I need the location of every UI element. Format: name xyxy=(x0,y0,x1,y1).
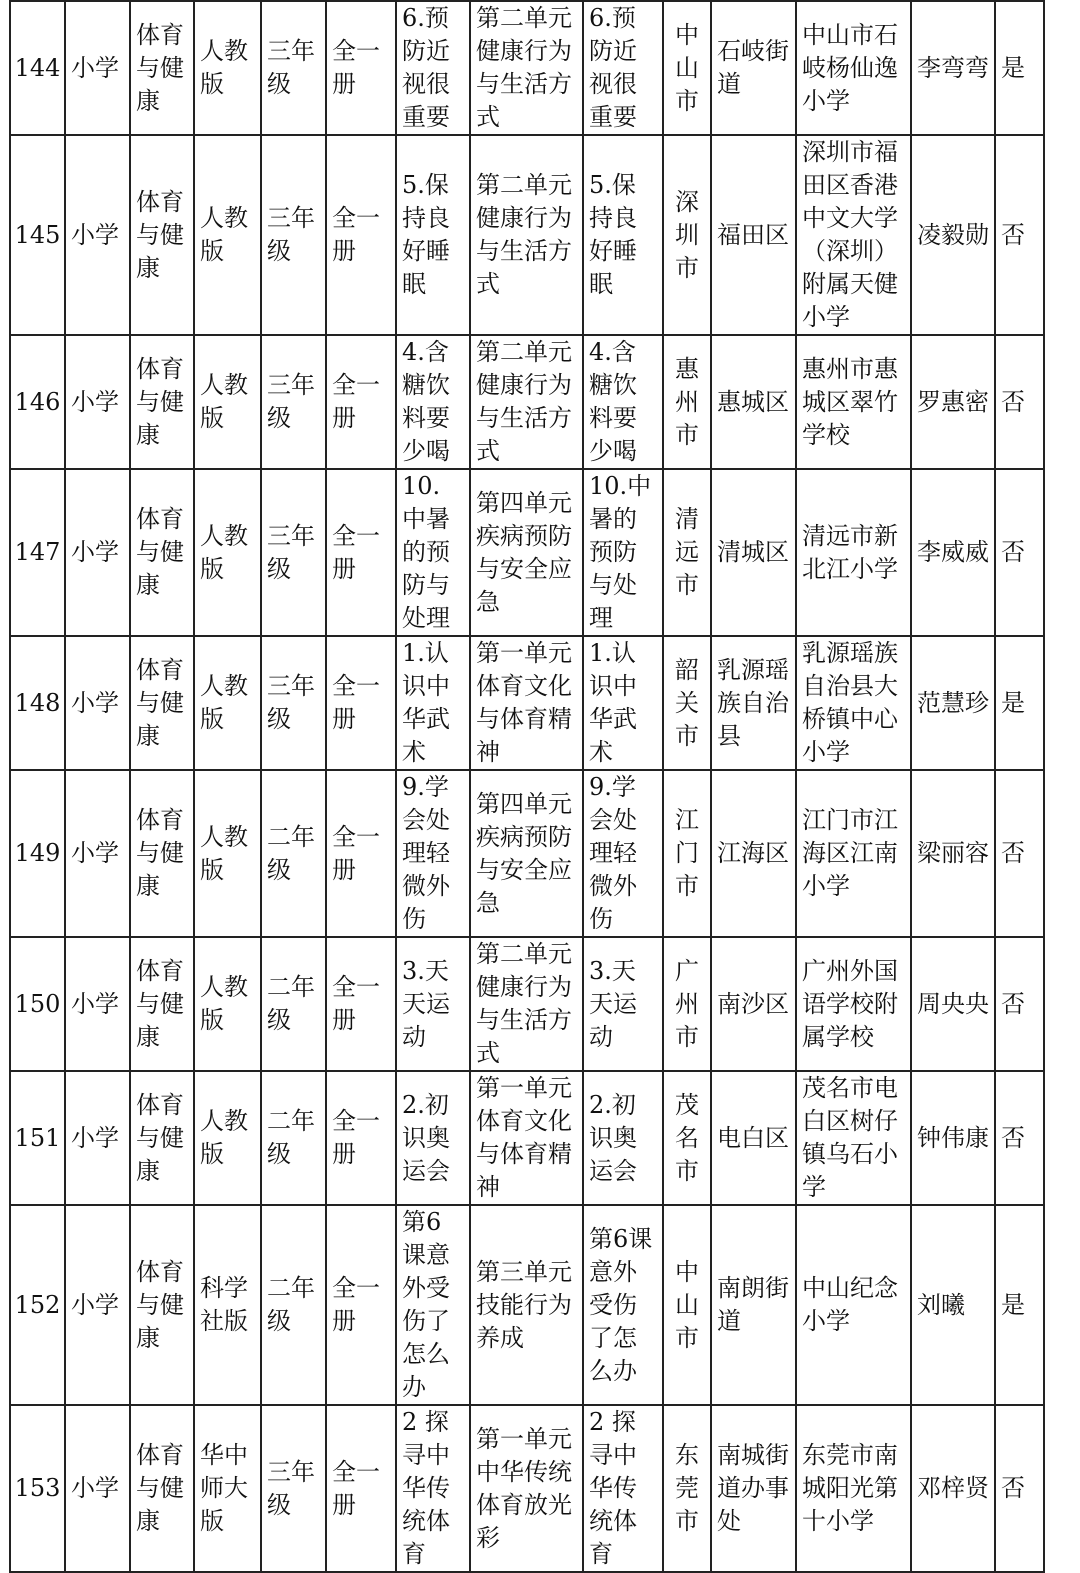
cell-school: 乳源瑶族自治县大桥镇中心小学 xyxy=(796,636,911,770)
cell-district: 乳源瑶族自治县 xyxy=(711,636,796,770)
cell-edition: 人教版 xyxy=(194,135,261,335)
cell-lesson: 2 探寻中华传统体育 xyxy=(396,1405,470,1572)
cell-city: 清远市 xyxy=(663,469,711,636)
cell-flag: 否 xyxy=(995,937,1044,1071)
cell-volume: 全一册 xyxy=(326,135,396,335)
cell-subject: 体育与健康 xyxy=(130,937,194,1071)
cell-topic: 6.预防近视很重要 xyxy=(583,1,663,135)
table-row xyxy=(10,1205,1044,1405)
cell-lesson: 第6课意外受伤了怎么办 xyxy=(396,1205,470,1405)
cell-flag: 否 xyxy=(995,335,1044,469)
cell-teacher: 周央央 xyxy=(911,937,995,1071)
cell-grade: 二年级 xyxy=(261,770,326,937)
cell-stage: 小学 xyxy=(65,1071,130,1205)
cell-subject: 体育与健康 xyxy=(130,335,194,469)
table-row xyxy=(10,469,1044,636)
cell-lesson: 10.中暑的预防与处理 xyxy=(396,469,470,636)
cell-teacher: 范慧珍 xyxy=(911,636,995,770)
cell-unit: 第二单元健康行为与生活方式 xyxy=(470,937,583,1071)
cell-unit: 第二单元健康行为与生活方式 xyxy=(470,135,583,335)
cell-no: 144 xyxy=(10,1,65,135)
cell-stage: 小学 xyxy=(65,636,130,770)
cell-teacher: 李弯弯 xyxy=(911,1,995,135)
cell-district: 南朗街道 xyxy=(711,1205,796,1405)
cell-grade: 二年级 xyxy=(261,1205,326,1405)
cell-topic: 2 探寻中华传统体育 xyxy=(583,1405,663,1572)
cell-district: 南城街道办事处 xyxy=(711,1405,796,1572)
cell-teacher: 李威威 xyxy=(911,469,995,636)
cell-district: 电白区 xyxy=(711,1071,796,1205)
cell-edition: 人教版 xyxy=(194,770,261,937)
cell-school: 惠州市惠城区翠竹学校 xyxy=(796,335,911,469)
cell-no: 149 xyxy=(10,770,65,937)
cell-no: 153 xyxy=(10,1405,65,1572)
cell-grade: 三年级 xyxy=(261,636,326,770)
cell-city: 广州市 xyxy=(663,937,711,1071)
cell-district: 福田区 xyxy=(711,135,796,335)
cell-stage: 小学 xyxy=(65,1,130,135)
cell-topic: 第6课意外受伤了怎么办 xyxy=(583,1205,663,1405)
cell-edition: 人教版 xyxy=(194,1,261,135)
cell-volume: 全一册 xyxy=(326,469,396,636)
cell-district: 惠城区 xyxy=(711,335,796,469)
cell-stage: 小学 xyxy=(65,770,130,937)
cell-subject: 体育与健康 xyxy=(130,1205,194,1405)
cell-lesson: 1.认识中华武术 xyxy=(396,636,470,770)
cell-volume: 全一册 xyxy=(326,1205,396,1405)
cell-volume: 全一册 xyxy=(326,937,396,1071)
cell-school: 清远市新北江小学 xyxy=(796,469,911,636)
table-row xyxy=(10,135,1044,335)
cell-unit: 第一单元体育文化与体育精神 xyxy=(470,1071,583,1205)
cell-teacher: 梁丽容 xyxy=(911,770,995,937)
cell-school: 深圳市福田区香港中文大学（深圳）附属天健小学 xyxy=(796,135,911,335)
cell-city: 韶关市 xyxy=(663,636,711,770)
cell-edition: 人教版 xyxy=(194,335,261,469)
cell-edition: 华中师大版 xyxy=(194,1405,261,1572)
cell-unit: 第二单元健康行为与生活方式 xyxy=(470,1,583,135)
cell-subject: 体育与健康 xyxy=(130,469,194,636)
cell-flag: 否 xyxy=(995,469,1044,636)
cell-topic: 4.含糖饮料要少喝 xyxy=(583,335,663,469)
cell-topic: 1.认识中华武术 xyxy=(583,636,663,770)
cell-teacher: 罗惠密 xyxy=(911,335,995,469)
cell-unit: 第三单元技能行为养成 xyxy=(470,1205,583,1405)
cell-topic: 5.保持良好睡眠 xyxy=(583,135,663,335)
cell-unit: 第二单元健康行为与生活方式 xyxy=(470,335,583,469)
cell-subject: 体育与健康 xyxy=(130,1071,194,1205)
cell-district: 石岐街道 xyxy=(711,1,796,135)
cell-flag: 是 xyxy=(995,1205,1044,1405)
table-row xyxy=(10,1071,1044,1205)
cell-stage: 小学 xyxy=(65,135,130,335)
cell-school: 东莞市南城阳光第十小学 xyxy=(796,1405,911,1572)
cell-subject: 体育与健康 xyxy=(130,770,194,937)
cell-district: 江海区 xyxy=(711,770,796,937)
cell-lesson: 3.天天运动 xyxy=(396,937,470,1071)
cell-edition: 科学社版 xyxy=(194,1205,261,1405)
cell-grade: 二年级 xyxy=(261,937,326,1071)
cell-district: 南沙区 xyxy=(711,937,796,1071)
cell-teacher: 凌毅勋 xyxy=(911,135,995,335)
cell-volume: 全一册 xyxy=(326,1405,396,1572)
cell-teacher: 刘曦 xyxy=(911,1205,995,1405)
cell-no: 148 xyxy=(10,636,65,770)
cell-teacher: 邓梓贤 xyxy=(911,1405,995,1572)
cell-subject: 体育与健康 xyxy=(130,135,194,335)
cell-stage: 小学 xyxy=(65,469,130,636)
cell-district: 清城区 xyxy=(711,469,796,636)
cell-city: 中山市 xyxy=(663,1,711,135)
cell-lesson: 5.保持良好睡眠 xyxy=(396,135,470,335)
cell-grade: 二年级 xyxy=(261,1071,326,1205)
cell-flag: 否 xyxy=(995,1071,1044,1205)
table-row xyxy=(10,937,1044,1071)
cell-volume: 全一册 xyxy=(326,1071,396,1205)
cell-subject: 体育与健康 xyxy=(130,1,194,135)
cell-no: 150 xyxy=(10,937,65,1071)
cell-topic: 3.天天运动 xyxy=(583,937,663,1071)
cell-grade: 三年级 xyxy=(261,1,326,135)
cell-grade: 三年级 xyxy=(261,335,326,469)
table-row xyxy=(10,1,1044,135)
cell-subject: 体育与健康 xyxy=(130,636,194,770)
cell-flag: 是 xyxy=(995,636,1044,770)
cell-flag: 否 xyxy=(995,135,1044,335)
cell-lesson: 2.初识奥运会 xyxy=(396,1071,470,1205)
cell-edition: 人教版 xyxy=(194,937,261,1071)
cell-city: 茂名市 xyxy=(663,1071,711,1205)
cell-topic: 10.中暑的预防与处理 xyxy=(583,469,663,636)
cell-no: 147 xyxy=(10,469,65,636)
cell-school: 茂名市电白区树仔镇乌石小学 xyxy=(796,1071,911,1205)
cell-grade: 三年级 xyxy=(261,469,326,636)
cell-volume: 全一册 xyxy=(326,1,396,135)
cell-city: 江门市 xyxy=(663,770,711,937)
cell-unit: 第四单元疾病预防与安全应急 xyxy=(470,469,583,636)
table-row xyxy=(10,636,1044,770)
cell-stage: 小学 xyxy=(65,1405,130,1572)
cell-no: 146 xyxy=(10,335,65,469)
cell-grade: 三年级 xyxy=(261,1405,326,1572)
cell-no: 151 xyxy=(10,1071,65,1205)
cell-unit: 第四单元疾病预防与安全应急 xyxy=(470,770,583,937)
cell-grade: 三年级 xyxy=(261,135,326,335)
cell-lesson: 9.学会处理轻微外伤 xyxy=(396,770,470,937)
cell-unit: 第一单元体育文化与体育精神 xyxy=(470,636,583,770)
cell-unit: 第一单元中华传统体育放光彩 xyxy=(470,1405,583,1572)
cell-lesson: 4.含糖饮料要少喝 xyxy=(396,335,470,469)
cell-school: 广州外国语学校附属学校 xyxy=(796,937,911,1071)
cell-volume: 全一册 xyxy=(326,636,396,770)
cell-lesson: 6.预防近视很重要 xyxy=(396,1,470,135)
cell-flag: 是 xyxy=(995,1,1044,135)
cell-topic: 2.初识奥运会 xyxy=(583,1071,663,1205)
table-row xyxy=(10,335,1044,469)
lesson-table xyxy=(9,0,1045,1573)
cell-no: 145 xyxy=(10,135,65,335)
cell-stage: 小学 xyxy=(65,335,130,469)
cell-stage: 小学 xyxy=(65,937,130,1071)
cell-volume: 全一册 xyxy=(326,770,396,937)
cell-flag: 否 xyxy=(995,770,1044,937)
table-row xyxy=(10,770,1044,937)
table-row xyxy=(10,1405,1044,1572)
cell-school: 江门市江海区江南小学 xyxy=(796,770,911,937)
cell-teacher: 钟伟康 xyxy=(911,1071,995,1205)
cell-no: 152 xyxy=(10,1205,65,1405)
cell-city: 中山市 xyxy=(663,1205,711,1405)
cell-city: 惠州市 xyxy=(663,335,711,469)
cell-edition: 人教版 xyxy=(194,1071,261,1205)
cell-topic: 9.学会处理轻微外伤 xyxy=(583,770,663,937)
cell-volume: 全一册 xyxy=(326,335,396,469)
cell-city: 东莞市 xyxy=(663,1405,711,1572)
cell-subject: 体育与健康 xyxy=(130,1405,194,1572)
cell-edition: 人教版 xyxy=(194,636,261,770)
cell-flag: 否 xyxy=(995,1405,1044,1572)
cell-edition: 人教版 xyxy=(194,469,261,636)
cell-school: 中山纪念小学 xyxy=(796,1205,911,1405)
cell-city: 深圳市 xyxy=(663,135,711,335)
cell-stage: 小学 xyxy=(65,1205,130,1405)
cell-school: 中山市石岐杨仙逸小学 xyxy=(796,1,911,135)
